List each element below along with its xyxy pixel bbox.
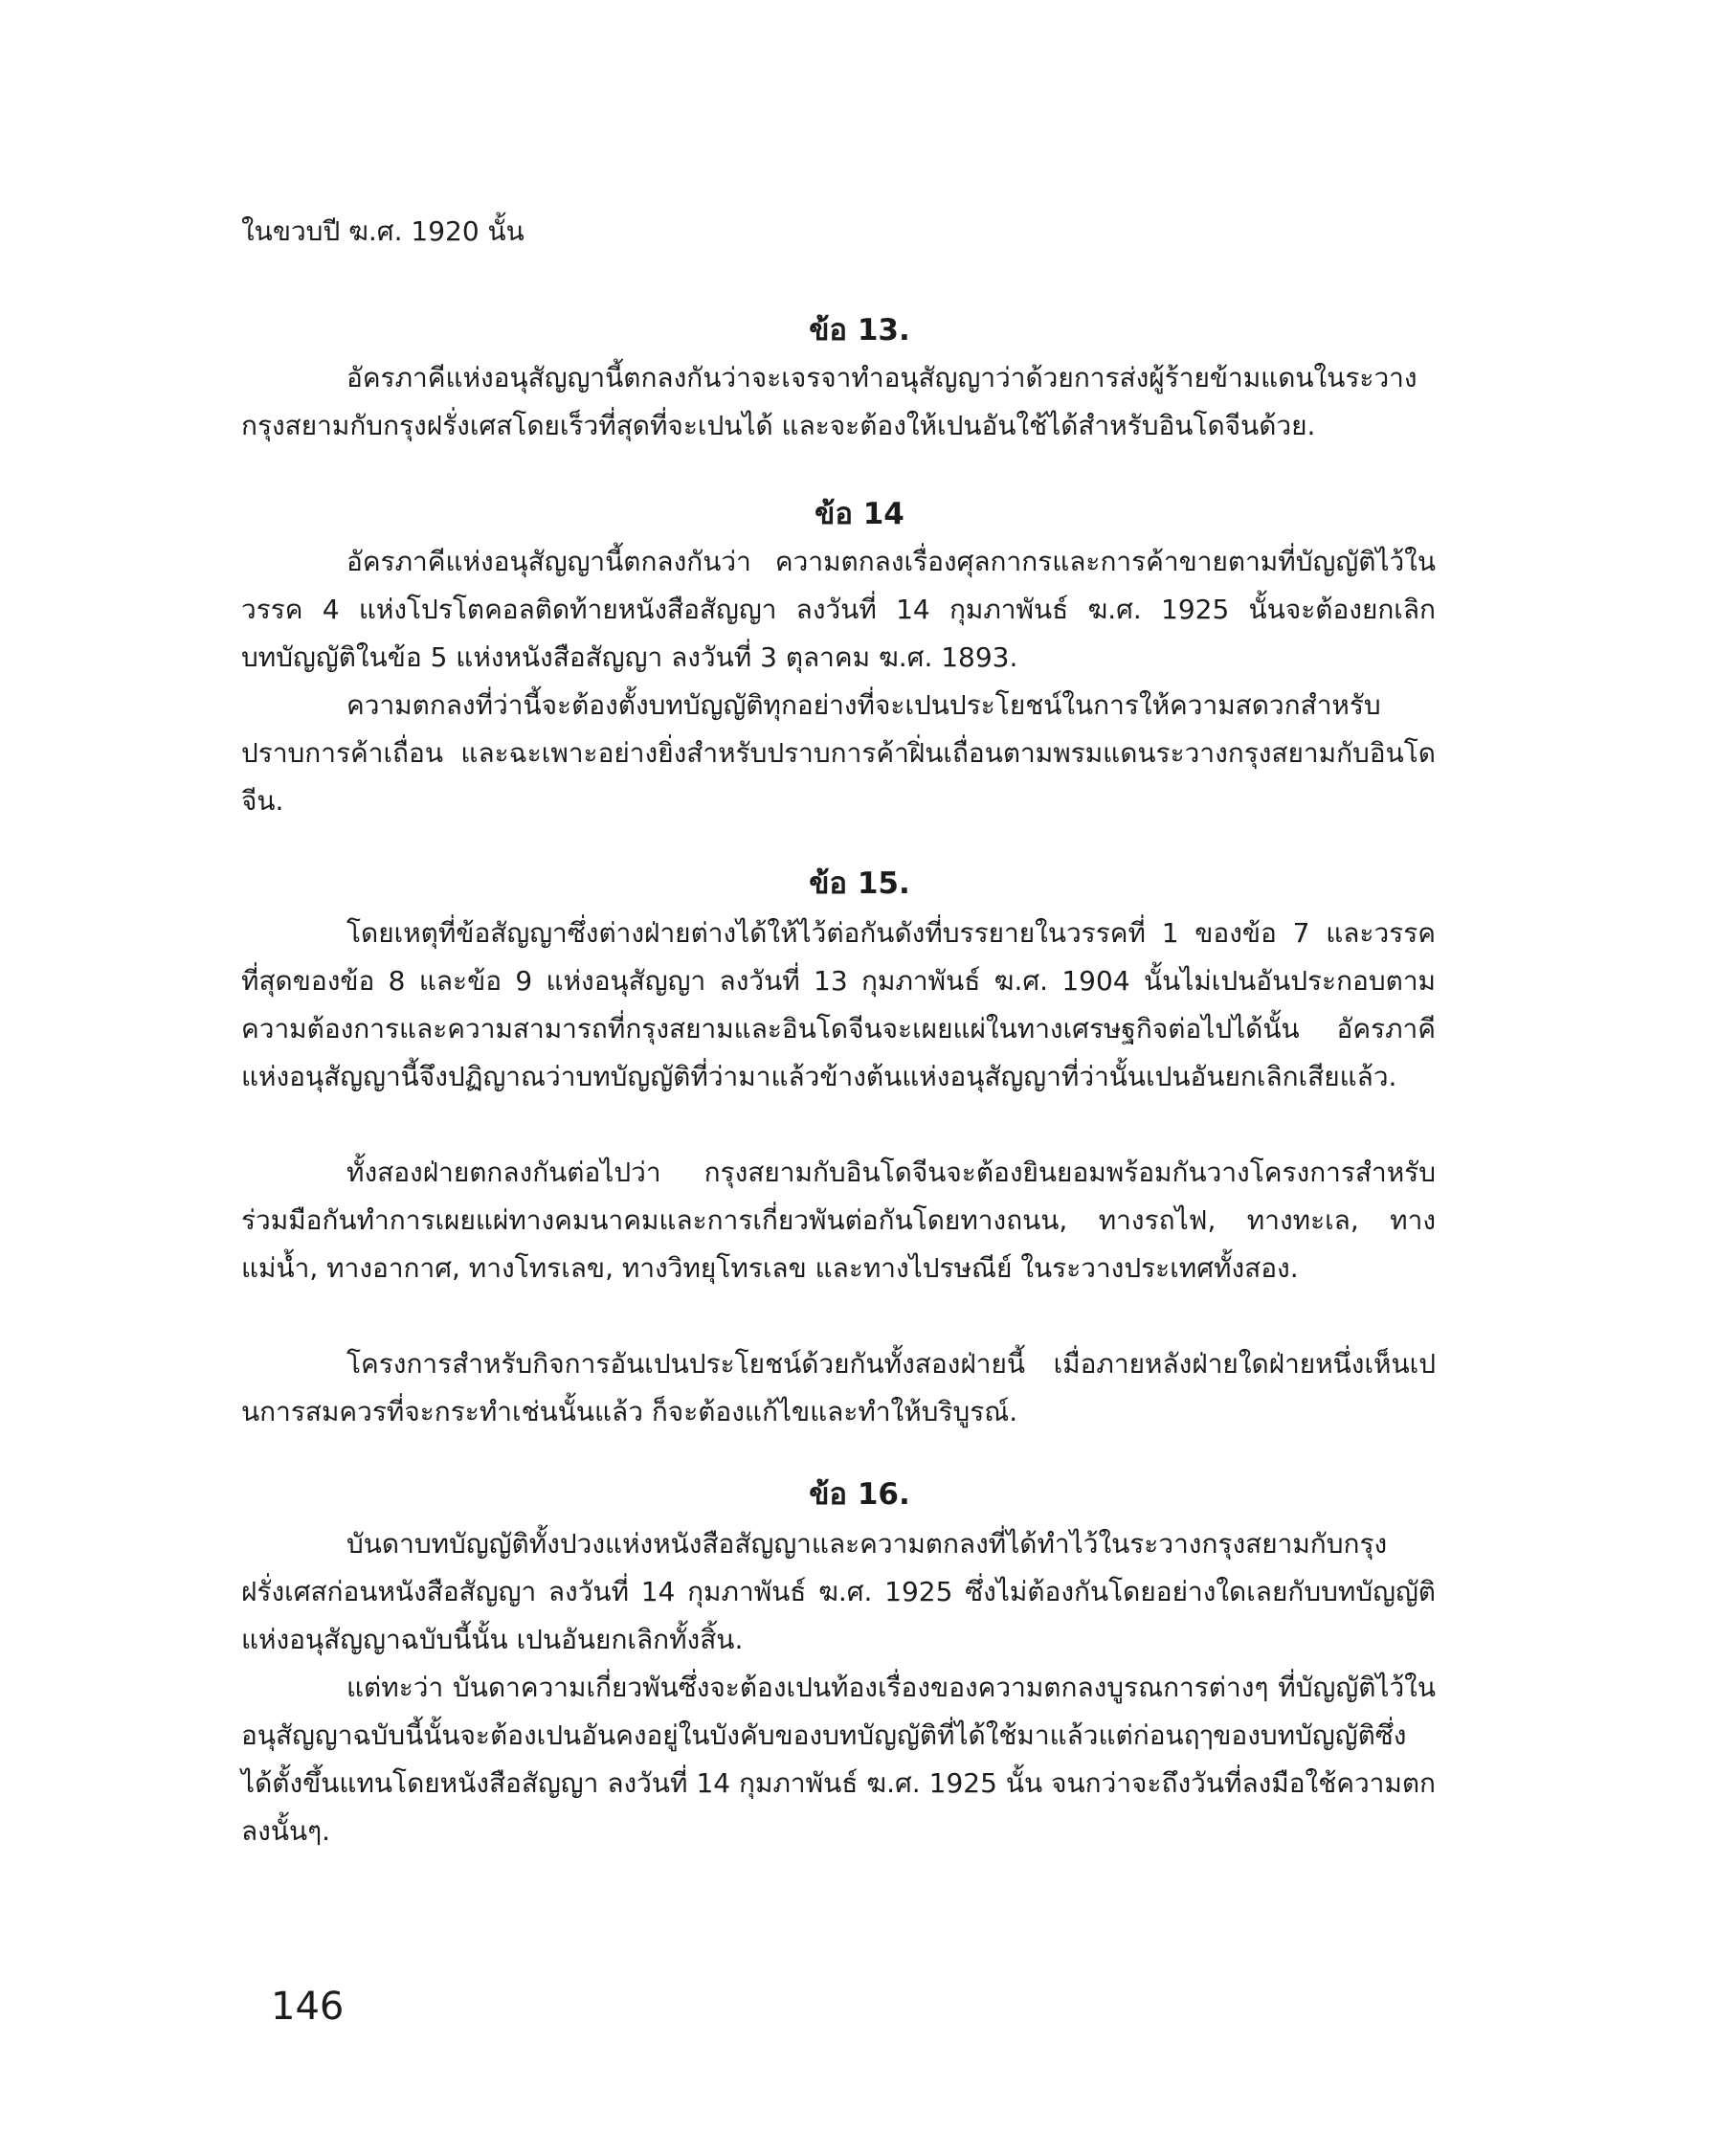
article-14-paragraph-2: ความตกลงที่ว่านี้จะต้องตั้งบทบัญญัติทุกอย่างที่จะเปนประโยชน์ในการให้ความสดวกสำหรับปราบการค้าเถื่อน และฉะเพาะอย่างยิ่งสำหรับปราบการค้าฝิ่นเถื่อนตามพรมแดนระวางกรุงสยามกับอินโดจีน. (241, 689, 1436, 817)
continued-text-line: ในขวบปี ฆ.ศ. 1920 นั้น (241, 215, 525, 247)
article-13-heading: ข้อ 13. (809, 313, 910, 348)
article-16-paragraph-1: บันดาบทบัญญัติทั้งปวงแห่งหนังสือสัญญาและความตกลงที่ได้ทำไว้ในระวางกรุงสยามกับกรุงฝรั่งเศสก่อนหนังสือสัญญา ลงวันที่ 14 กุมภาพันธ์ ฆ.ศ. 1925 ซึ่งไม่ต้องกันโดยอย่างใดเลยกับบทบัญญัติแห่งอนุสัญญาฉบับนี้นั้น เปนอันยกเลิกทั้งสิ้น. (241, 1528, 1436, 1655)
article-14-paragraph-1: อัครภาคีแห่งอนุสัญญานี้ตกลงกันว่า ความตกลงเรื่องศุลกากรและการค้าขายตามที่บัญญัติไว้ในวรรค 4 แห่งโปรโตคอลติดท้ายหนังสือสัญญา ลงวันที่ 14 กุมภาพันธ์ ฆ.ศ. 1925 นั้นจะต้องยกเลิกบทบัญญัติในข้อ 5 แห่งหนังสือสัญญา ลงวันที่ 3 ตุลาคม ฆ.ศ. 1893. (241, 546, 1436, 673)
article-15-paragraph-1: โดยเหตุที่ข้อสัญญาซึ่งต่างฝ่ายต่างได้ให้ไว้ต่อกันดังที่บรรยายในวรรคที่ 1 ของข้อ 7 และวรรคที่สุดของข้อ 8 และข้อ 9 แห่งอนุสัญญา ลงวันที่ 13 กุมภาพันธ์ ฆ.ศ. 1904 นั้นไม่เปนอันประกอบตามความต้องการและความสามารถที่กรุงสยามและอินโดจีนจะเผยแผ่ในทางเศรษฐกิจต่อไปได้นั้น อัครภาคีแห่งอนุสัญญานี้จึงปฏิญาณว่าบทบัญญัติที่ว่ามาแล้วข้างต้นแห่งอนุสัญญาที่ว่านั้นเปนอันยกเลิกเสียแล้ว. (241, 917, 1436, 1092)
article-16-paragraph-2: แต่ทะว่า บันดาความเกี่ยวพันซึ่งจะต้องเปนท้องเรื่องของความตกลงบูรณการต่างๆ ที่บัญญัติไว้ในอนุสัญญาฉบับนี้นั้นจะต้องเปนอันคงอยู่ในบังคับของบทบัญญัติที่ได้ใช้มาแล้วแต่ก่อนฤๅของบทบัญญัติซึ่งได้ตั้งขึ้นแทนโดยหนังสือสัญญา ลงวันที่ 14 กุมภาพันธ์ ฆ.ศ. 1925 นั้น จนกว่าจะถึงวันที่ลงมือใช้ความตกลงนั้นๆ. (241, 1672, 1436, 1847)
page-number: 146 (271, 1985, 345, 2029)
article-13-paragraph-1: อัครภาคีแห่งอนุสัญญานี้ตกลงกันว่าจะเจรจาทำอนุสัญญาว่าด้วยการส่งผู้ร้ายข้ามแดนในระวางกรุงสยามกับกรุงฝรั่งเศสโดยเร็วที่สุดที่จะเปนได้ และจะต้องให้เปนอันใช้ได้สำหรับอินโดจีนด้วย. (241, 362, 1418, 441)
article-15-paragraph-3: โครงการสำหรับกิจการอันเปนประโยชน์ด้วยกันทั้งสองฝ่ายนี้ เมื่อภายหลังฝ่ายใดฝ่ายหนึ่งเห็นเปนการสมควรที่จะกระทำเช่นนั้นแล้ว ก็จะต้องแก้ไขและทำให้บริบูรณ์. (241, 1348, 1436, 1427)
article-16-heading: ข้อ 16. (809, 1477, 910, 1512)
article-14-heading: ข้อ 14 (815, 497, 904, 531)
article-15-paragraph-2: ทั้งสองฝ่ายตกลงกันต่อไปว่า กรุงสยามกับอินโดจีนจะต้องยินยอมพร้อมกันวางโครงการสำหรับร่วมมือกันทำการเผยแผ่ทางคมนาคมและการเกี่ยวพันต่อกันโดยทางถนน, ทางรถไฟ, ทางทะเล, ทางแม่น้ำ, ทางอากาศ, ทางโทรเลข, ทางวิทยุโทรเลข และทางไปรษณีย์ ในระวางประเทศทั้งสอง. (241, 1157, 1436, 1284)
article-15-heading: ข้อ 15. (809, 866, 910, 901)
